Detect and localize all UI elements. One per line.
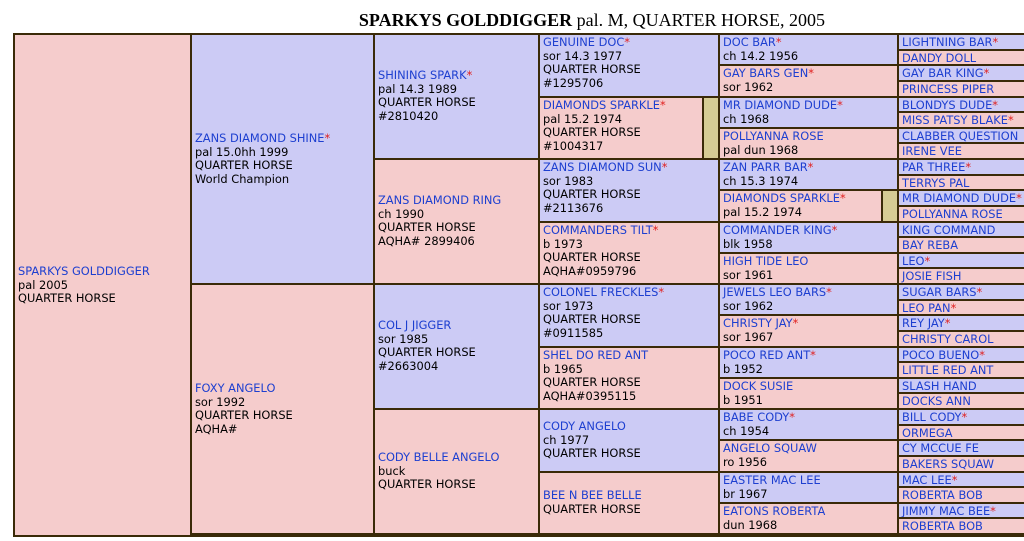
ancestor-name-link[interactable]: HIGH TIDE LEO <box>723 254 809 268</box>
ancestor-info-line: sor 1962 <box>723 79 774 94</box>
ancestor-info-line: QUARTER HORSE <box>543 375 641 390</box>
ancestor-info-line: QUARTER HORSE <box>543 250 641 265</box>
ancestor-name-link[interactable]: DOCK SUSIE <box>723 379 794 393</box>
ancestor-name-line <box>723 130 824 144</box>
ancestor-info-line: AQHA#0395115 <box>543 388 637 403</box>
gen5-ancestor-cell <box>899 301 1024 314</box>
gen5-ancestor-cell <box>899 82 1024 96</box>
gen5-ancestor-cell <box>899 113 1024 127</box>
ancestor-name-link[interactable]: DIAMONDS SPARKLE <box>723 191 840 205</box>
ancestor-info-line: b 1973 <box>543 236 583 251</box>
star-icon: * <box>831 223 838 237</box>
ancestor-name-line <box>723 442 817 456</box>
ancestor-name-link[interactable]: BAY REBA <box>902 238 959 252</box>
ancestor-name-line <box>902 161 971 174</box>
gen4-ancestor-cell <box>720 316 897 346</box>
ancestor-name-link[interactable]: GENUINE DOC <box>543 35 625 49</box>
gen5-ancestor-cell <box>899 269 1024 283</box>
ancestor-info-line: sor 1962 <box>723 298 774 313</box>
gen5-ancestor-cell <box>899 66 1024 80</box>
ancestor-name-line <box>195 132 330 146</box>
star-icon: * <box>979 348 985 361</box>
gen5-ancestor-cell <box>899 223 1024 236</box>
gen5-ancestor-cell <box>899 144 1024 158</box>
gen5-ancestor-cell <box>899 254 1024 267</box>
ancestor-name-line <box>723 474 821 488</box>
pedigree-chart <box>13 33 1024 537</box>
gen5-ancestor-cell <box>899 410 1024 424</box>
ancestor-name-link[interactable]: ZANS DIAMOND SUN <box>543 160 662 174</box>
ancestor-name-link[interactable]: DOC BAR <box>723 35 776 49</box>
gen5-ancestor-cell <box>899 504 1024 517</box>
title-horse-name: SPARKYS GOLDDIGGER <box>358 10 573 30</box>
ancestor-info-line: ro 1956 <box>723 454 768 469</box>
ancestor-info-line: sor 1973 <box>543 298 594 313</box>
ancestor-name-link[interactable]: ZANS DIAMOND SHINE <box>195 131 325 145</box>
ancestor-name-line <box>902 99 998 111</box>
star-icon: * <box>976 285 983 299</box>
ancestor-name-link[interactable]: SHINING SPARK <box>378 68 467 82</box>
ancestor-name-line <box>723 67 814 81</box>
ancestor-name-line <box>902 145 962 158</box>
ancestor-name-link[interactable]: FOXY ANGELO <box>195 381 276 395</box>
ancestor-name-line <box>902 411 967 424</box>
ancestor-info-line: #1295706 <box>543 75 604 90</box>
ancestor-info-line: b 1952 <box>723 361 763 376</box>
ancestor-info-line: ch 1968 <box>723 111 770 126</box>
star-icon: * <box>950 301 957 314</box>
ancestor-info-line: QUARTER HORSE <box>378 345 476 360</box>
ancestor-name-link[interactable]: CHRISTY CAROL <box>902 332 994 346</box>
ancestor-name-link[interactable]: SHEL DO RED ANT <box>543 348 649 362</box>
ancestor-name-line <box>902 224 995 236</box>
ancestor-name-line <box>723 349 816 363</box>
gen4-ancestor-cell <box>720 66 897 96</box>
gen4-ancestor-cell <box>720 191 881 221</box>
star-icon: * <box>659 98 666 112</box>
star-icon: * <box>839 191 846 205</box>
ancestor-name-link[interactable]: LIGHTNING BAR <box>902 35 993 49</box>
ancestor-name-link[interactable]: POLLYANNA ROSE <box>902 207 1003 221</box>
ancestor-name-link[interactable]: LEO <box>902 254 925 267</box>
ancestor-name-line <box>543 99 666 113</box>
gen1-ancestor-cell <box>192 285 373 533</box>
star-icon: * <box>658 285 665 299</box>
ancestor-name-line <box>902 520 983 533</box>
gen5-ancestor-cell <box>899 316 1024 330</box>
star-icon: * <box>1007 113 1014 127</box>
gen5-ancestor-cell <box>899 363 1024 377</box>
star-icon: * <box>837 98 843 112</box>
star-icon: * <box>951 473 958 486</box>
ancestor-name-line <box>902 364 993 377</box>
star-icon: * <box>965 160 972 174</box>
ancestor-name-link[interactable]: LEO PAN <box>902 301 951 314</box>
ancestor-info-line: sor 1992 <box>195 394 246 409</box>
gen4-ancestor-cell <box>720 129 897 158</box>
ancestor-info-line: b 1965 <box>543 361 583 376</box>
ancestor-info-line: QUARTER HORSE <box>543 62 641 77</box>
ancestor-info-line: World Champion <box>195 171 290 186</box>
ancestor-name-line <box>902 208 1003 221</box>
gen3-ancestor-cell <box>540 410 718 471</box>
ancestor-name-link[interactable]: COL J JIGGER <box>378 318 452 332</box>
ancestor-name-link[interactable]: MISS PATSY BLAKE <box>902 113 1008 127</box>
ancestor-info-line: blk 1958 <box>723 236 773 251</box>
star-icon: * <box>789 410 795 424</box>
ancestor-info-line: QUARTER HORSE <box>543 125 641 140</box>
ancestor-name-line <box>902 458 994 471</box>
gen5-ancestor-cell <box>899 379 1024 392</box>
ancestor-name-line <box>902 36 998 49</box>
gen4-ancestor-cell <box>720 473 897 502</box>
ancestor-name-link[interactable]: BILL CODY <box>902 410 962 424</box>
ancestor-info-line: #0911585 <box>543 325 604 340</box>
ancestor-name-line <box>723 505 825 519</box>
ancestor-info-line: #2663004 <box>378 358 439 373</box>
ancestor-name-link[interactable]: ROBERTA BOB <box>902 488 983 502</box>
gen2-ancestor-cell <box>375 285 538 408</box>
ancestor-info-line: AQHA#0959796 <box>543 263 637 278</box>
star-icon: * <box>661 160 668 174</box>
ancestor-name-link[interactable]: PAR THREE <box>902 160 966 174</box>
ancestor-name-link[interactable]: MR DIAMOND DUDE <box>902 191 1017 205</box>
ancestor-name-link[interactable]: CODY ANGELO <box>543 419 626 433</box>
star-icon: * <box>961 410 968 424</box>
gen5-ancestor-cell <box>899 519 1024 533</box>
ancestor-name-link[interactable]: EATONS ROBERTA <box>723 504 826 518</box>
ancestor-info-line: b 1951 <box>723 392 763 407</box>
ancestor-name-line <box>902 380 977 392</box>
ancestor-info-line: sor 1985 <box>378 331 429 346</box>
star-icon: * <box>992 98 998 111</box>
ancestor-name-link[interactable]: KING COMMAND <box>902 223 996 236</box>
gen5-ancestor-cell <box>899 207 1024 221</box>
ancestor-name-link[interactable]: IRENE VEE <box>902 144 962 158</box>
ancestor-name-link[interactable]: CY MCCUE FE <box>902 441 979 455</box>
ancestor-name-link[interactable]: DANDY DOLL <box>902 51 977 64</box>
ancestor-name-line <box>902 349 985 361</box>
ancestor-name-line <box>723 380 793 394</box>
ancestor-name-line <box>723 161 813 175</box>
ancestor-info-line: QUARTER HORSE <box>378 220 476 235</box>
ancestor-info-line: pal 15.2 1974 <box>543 111 622 126</box>
ancestor-name-line <box>723 36 798 50</box>
gen3-ancestor-cell <box>540 160 718 221</box>
ancestor-info-line: ch 15.3 1974 <box>723 173 799 188</box>
ancestor-name-link[interactable]: COMMANDER KING <box>723 223 832 237</box>
ancestor-info-line: sor 1983 <box>543 173 594 188</box>
gen5-ancestor-cell <box>899 348 1024 361</box>
ancestor-info-line: QUARTER HORSE <box>378 477 476 492</box>
ancestor-name-link[interactable]: CODY BELLE ANGELO <box>378 450 500 464</box>
gen5-ancestor-cell <box>899 160 1024 174</box>
page-title <box>0 10 1024 31</box>
ancestor-info-line: pal 15.0hh 1999 <box>195 144 289 159</box>
subject-name[interactable]: SPARKYS GOLDDIGGER <box>18 264 150 278</box>
gen4-ancestor-cell <box>720 348 897 377</box>
star-icon: * <box>810 348 816 362</box>
gen1-ancestor-cell <box>192 35 373 283</box>
ancestor-name-line <box>543 489 642 503</box>
ancestor-name-link[interactable]: TERRYS PAL <box>902 176 970 189</box>
star-icon: * <box>983 66 990 80</box>
gen5-ancestor-cell <box>899 426 1024 439</box>
ancestor-info-line: QUARTER HORSE <box>195 408 293 423</box>
ancestor-name-line <box>902 286 982 299</box>
gen5-ancestor-cell <box>899 238 1024 252</box>
ancestor-info-line: sor 1967 <box>723 329 774 344</box>
gen3-ancestor-cell <box>540 223 718 283</box>
ancestor-name-link[interactable]: DIAMONDS SPARKLE <box>543 98 660 112</box>
ancestor-name-line <box>902 333 994 346</box>
ancestor-name-line <box>723 192 846 206</box>
ancestor-name-line <box>902 130 1018 142</box>
ancestor-name-line <box>543 224 658 238</box>
ancestor-name-link[interactable]: POCO RED ANT <box>723 348 811 362</box>
ancestor-info-line: dun 1968 <box>723 517 778 532</box>
ancestor-name-link[interactable]: LITTLE RED ANT <box>902 363 994 377</box>
ancestor-name-link[interactable]: JOSIE FISH <box>902 269 962 283</box>
ancestor-name-line <box>902 489 983 502</box>
gen4-ancestor-cell <box>720 160 897 189</box>
gen2-ancestor-cell <box>375 160 538 283</box>
ancestor-name-link[interactable]: EASTER MAC LEE <box>723 473 821 487</box>
star-icon: * <box>944 316 951 330</box>
ancestor-name-link[interactable]: GAY BAR KING <box>902 66 984 80</box>
ancestor-info-line: buck <box>378 463 406 478</box>
ancestor-name-link[interactable]: DOCKS ANN <box>902 394 971 408</box>
ancestor-name-link[interactable]: MR DIAMOND DUDE <box>723 98 838 112</box>
gen3-ancestor-cell <box>540 35 718 96</box>
ancestor-name-line <box>902 255 930 267</box>
gen3-ancestor-cell <box>540 285 718 346</box>
gen5-ancestor-cell <box>899 332 1024 346</box>
gen5-ancestor-cell <box>899 441 1024 455</box>
ancestor-name-line <box>902 395 971 408</box>
ancestor-name-line <box>723 99 843 113</box>
ancestor-name-line <box>902 239 958 252</box>
star-icon: * <box>624 35 630 49</box>
gen5-ancestor-cell <box>899 285 1024 299</box>
ancestor-info-line: QUARTER HORSE <box>543 446 641 461</box>
subject-info-line: pal 2005 <box>18 277 68 292</box>
ancestor-name-line <box>378 451 499 465</box>
ancestor-name-link[interactable]: ZANS DIAMOND RING <box>378 193 502 207</box>
gen3-ancestor-cell <box>540 348 718 408</box>
gen2-ancestor-cell <box>375 410 538 533</box>
ancestor-name-line <box>723 224 837 238</box>
ancestor-info-line: #1004317 <box>543 138 604 153</box>
ancestor-info-line: pal dun 1968 <box>723 142 799 157</box>
title-horse-details: pal. M, QUARTER HORSE, 2005 <box>576 10 826 30</box>
gen5-ancestor-cell <box>899 35 1024 49</box>
ancestor-name-link[interactable]: PRINCESS PIPER <box>902 82 995 96</box>
star-icon: * <box>826 285 832 299</box>
ancestor-name-link[interactable]: CHRISTY JAY <box>723 316 793 330</box>
ancestor-name-line <box>902 52 976 64</box>
star-icon: * <box>652 223 659 237</box>
subject-cell <box>15 35 190 535</box>
subject-info-line: QUARTER HORSE <box>18 291 116 306</box>
gen5-ancestor-cell <box>899 191 1024 205</box>
ancestor-name-line <box>543 349 648 363</box>
ancestor-name-line <box>723 286 832 300</box>
ancestor-name-line <box>902 67 989 80</box>
ancestor-name-line <box>902 114 1014 127</box>
gen5-ancestor-cell <box>899 473 1024 486</box>
ancestor-info-line: QUARTER HORSE <box>543 501 641 516</box>
ancestor-info-line: sor 14.3 1977 <box>543 48 623 63</box>
ancestor-name-link[interactable]: BLONDYS DUDE <box>902 98 993 111</box>
ancestor-info-line: QUARTER HORSE <box>543 187 641 202</box>
gen4-ancestor-cell <box>720 223 897 252</box>
ancestor-name-line <box>378 194 501 208</box>
ancestor-name-line <box>543 36 641 50</box>
ancestor-info-line: QUARTER HORSE <box>543 312 641 327</box>
star-icon: * <box>807 160 814 174</box>
gen4-ancestor-cell <box>720 35 897 64</box>
gen3-ancestor-cell <box>540 473 718 533</box>
ancestor-info-line: br 1967 <box>723 486 768 501</box>
ancestor-name-line <box>378 319 476 333</box>
ancestor-name-link[interactable]: GAY BARS GEN <box>723 66 809 80</box>
duplicate-ancestor-marker <box>883 191 897 221</box>
ancestor-name-link[interactable]: ROBERTA BOB <box>902 519 983 533</box>
star-icon: * <box>466 68 473 82</box>
ancestor-name-link[interactable]: CLABBER QUESTION <box>902 129 1019 142</box>
ancestor-name-link[interactable]: BABE CODY <box>723 410 790 424</box>
ancestor-name-line <box>902 505 996 517</box>
ancestor-name-link[interactable]: COMMANDERS TILT <box>543 223 653 237</box>
ancestor-name-line <box>902 270 961 283</box>
ancestor-name-line <box>902 474 957 486</box>
ancestor-name-line <box>902 302 956 314</box>
ancestor-name-line <box>543 420 641 434</box>
ancestor-name-link[interactable]: ANGELO SQUAW <box>723 441 817 455</box>
ancestor-name-line <box>195 382 293 396</box>
ancestor-name-link[interactable]: JEWELS LEO BARS <box>723 285 827 299</box>
star-icon: * <box>775 35 782 49</box>
ancestor-name-link[interactable]: BEE N BEE BELLE <box>543 488 642 502</box>
gen4-ancestor-cell <box>720 441 897 471</box>
gen5-ancestor-cell <box>899 129 1024 142</box>
ancestor-info-line: pal 14.3 1989 <box>378 81 457 96</box>
ancestor-info-line: pal 15.2 1974 <box>723 204 802 219</box>
star-icon: * <box>992 35 999 49</box>
ancestor-name-link[interactable]: SUGAR BARS <box>902 285 977 299</box>
ancestor-name-link[interactable]: SLASH HAND <box>902 379 977 392</box>
gen5-ancestor-cell <box>899 488 1024 502</box>
ancestor-name-link[interactable]: POLLYANNA ROSE <box>723 129 824 143</box>
gen2-ancestor-cell <box>375 35 538 158</box>
gen4-ancestor-cell <box>720 254 897 283</box>
ancestor-name-line <box>543 161 667 175</box>
ancestor-name-line <box>378 69 476 83</box>
ancestor-name-line <box>902 317 950 330</box>
ancestor-name-link[interactable]: REY JAY <box>902 316 945 330</box>
ancestor-name-link[interactable]: POCO BUENO <box>902 348 980 361</box>
star-icon: * <box>1016 191 1022 205</box>
star-icon: * <box>990 504 996 517</box>
gen4-ancestor-cell <box>720 379 897 408</box>
gen4-ancestor-cell <box>720 285 897 314</box>
ancestor-name-line <box>902 192 1022 205</box>
ancestor-info-line: ch 14.2 1956 <box>723 48 799 63</box>
ancestor-name-link[interactable]: ZAN PARR BAR <box>723 160 808 174</box>
ancestor-info-line: ch 1977 <box>543 432 590 447</box>
ancestor-info-line: AQHA# <box>195 421 238 436</box>
ancestor-name-line <box>902 83 994 96</box>
duplicate-ancestor-marker <box>704 98 718 158</box>
ancestor-name-link[interactable]: JIMMY MAC BEE <box>902 504 991 517</box>
ancestor-name-link[interactable]: MAC LEE <box>902 473 952 486</box>
ancestor-name-link[interactable]: ORMEGA <box>902 426 953 439</box>
ancestor-info-line: QUARTER HORSE <box>195 158 293 173</box>
gen4-ancestor-cell <box>720 98 897 127</box>
gen5-ancestor-cell <box>899 51 1024 64</box>
ancestor-name-line <box>902 177 969 189</box>
star-icon: * <box>324 131 331 145</box>
ancestor-name-link[interactable]: COLONEL FRECKLES <box>543 285 659 299</box>
ancestor-info-line: ch 1990 <box>378 206 425 221</box>
star-icon: * <box>808 66 814 80</box>
ancestor-name-line <box>543 286 664 300</box>
ancestor-info-line: QUARTER HORSE <box>378 95 476 110</box>
ancestor-name-line <box>902 427 953 439</box>
ancestor-info-line: #2113676 <box>543 200 604 215</box>
gen3-ancestor-cell <box>540 98 702 158</box>
gen5-ancestor-cell <box>899 457 1024 471</box>
ancestor-name-line <box>723 317 798 331</box>
ancestor-name-line <box>723 411 795 425</box>
ancestor-info-line: #2810420 <box>378 108 439 123</box>
star-icon: * <box>792 316 799 330</box>
ancestor-info-line: sor 1961 <box>723 267 774 282</box>
gen5-ancestor-cell <box>899 98 1024 111</box>
ancestor-info-line: ch 1954 <box>723 423 770 438</box>
gen4-ancestor-cell <box>720 410 897 439</box>
ancestor-name-link[interactable]: BAKERS SQUAW <box>902 457 995 471</box>
ancestor-name-line <box>723 255 808 269</box>
gen5-ancestor-cell <box>899 176 1024 189</box>
ancestor-name-line <box>902 442 979 455</box>
ancestor-info-line: AQHA# 2899406 <box>378 233 475 248</box>
gen4-ancestor-cell <box>720 504 897 533</box>
star-icon: * <box>924 254 931 267</box>
gen5-ancestor-cell <box>899 394 1024 408</box>
